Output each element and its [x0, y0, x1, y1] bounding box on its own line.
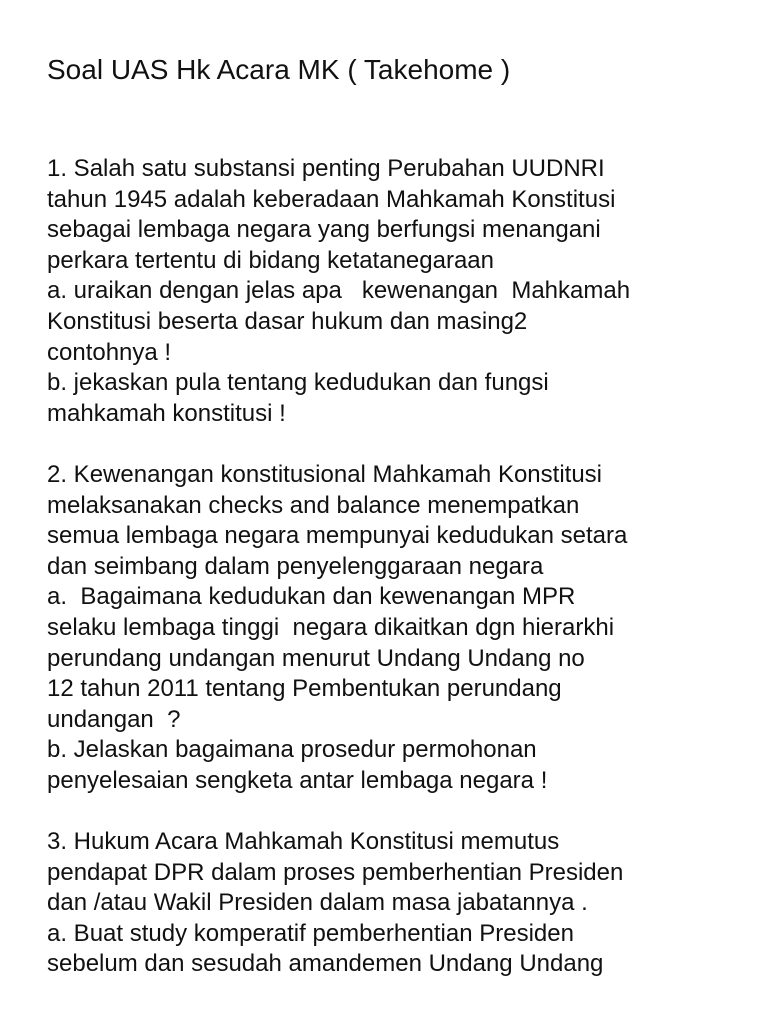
question-line: penyelesaian sengketa antar lembaga negara !	[47, 766, 548, 794]
question-line: dan seimbang dalam penyelenggaraan negara	[47, 552, 544, 580]
question-line: sebelum dan sesudah amandemen Undang Undang	[47, 950, 604, 978]
question-1	[47, 154, 747, 429]
question-line: perundang undangan menurut Undang Undang no	[47, 644, 585, 672]
question-line: melaksanakan checks and balance menempatkan	[47, 491, 580, 519]
question-line: 12 tahun 2011 tentang Pembentukan perundang	[47, 675, 562, 703]
question-line: pendapat DPR dalam proses pemberhentian Presiden	[47, 858, 624, 886]
question-line: contohnya !	[47, 338, 172, 366]
question-line: 2. Kewenangan konstitusional Mahkamah Konstitusi	[47, 460, 602, 488]
question-line: perkara tertentu di bidang ketatanegaraan	[47, 246, 494, 274]
question-line: undangan ?	[47, 705, 181, 733]
question-line: b. Jelaskan bagaimana prosedur permohonan	[47, 736, 537, 764]
question-line: semua lembaga negara mempunyai kedudukan setara	[47, 522, 628, 550]
document-title: Soal UAS Hk Acara MK ( Takehome )	[47, 54, 511, 85]
paragraph-gap	[47, 429, 747, 460]
question-line: sebagai lembaga negara yang berfungsi menangani	[47, 216, 601, 244]
question-line: a. uraikan dengan jelas apa kewenangan Mahkamah	[47, 277, 631, 305]
question-line: selaku lembaga tinggi negara dikaitkan dgn hierarkhi	[47, 613, 615, 641]
question-line: 1. Salah satu substansi penting Perubahan UUDNRI	[47, 155, 605, 182]
question-line: b. jekaskan pula tentang kedudukan dan fungsi	[47, 369, 549, 397]
paragraph-gap	[47, 796, 747, 827]
question-line: 3. Hukum Acara Mahkamah Konstitusi memutus	[47, 828, 560, 856]
question-line: mahkamah konstitusi !	[47, 399, 286, 427]
question-3	[47, 827, 747, 980]
question-line: Konstitusi beserta dasar hukum dan masing2	[47, 307, 528, 335]
document-body	[47, 154, 747, 980]
question-line: a. Bagaimana kedudukan dan kewenangan MPR	[47, 583, 576, 611]
question-line: a. Buat study komperatif pemberhentian Presiden	[47, 919, 574, 947]
question-2	[47, 460, 747, 797]
question-line: tahun 1945 adalah keberadaan Mahkamah Konstitusi	[47, 185, 616, 213]
question-line: dan /atau Wakil Presiden dalam masa jabatannya .	[47, 889, 588, 917]
